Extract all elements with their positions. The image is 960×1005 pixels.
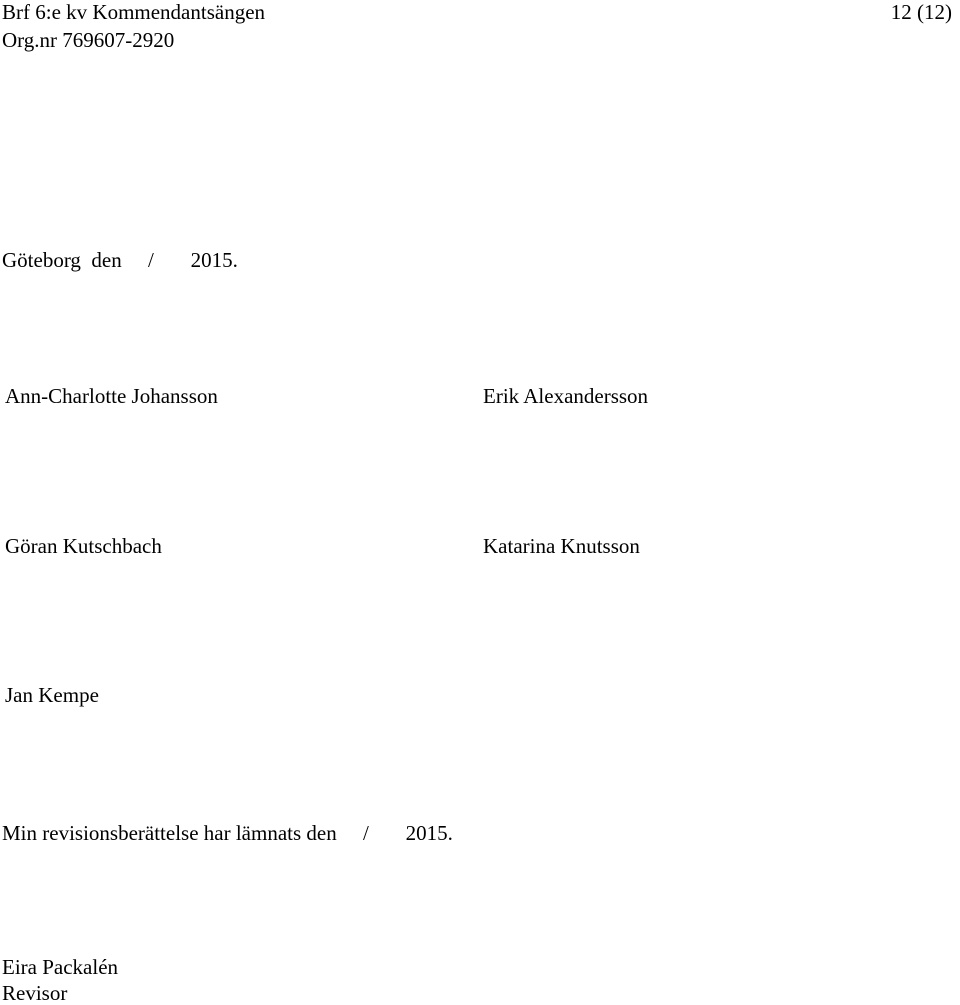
header-company-name: Brf 6:e kv Kommendantsängen <box>2 0 266 24</box>
signatory-name: Ann-Charlotte Johansson <box>5 384 218 408</box>
place-and-date: Göteborg den / 2015. <box>2 248 238 272</box>
audit-statement: Min revisionsberättelse har lämnats den / 2015. <box>2 821 453 845</box>
signatory-name: Erik Alexandersson <box>483 384 649 408</box>
org-number: Org.nr 769607-2920 <box>2 28 175 52</box>
auditor-title: Revisor <box>2 981 68 1005</box>
signatory-name: Jan Kempe <box>5 683 99 707</box>
signatory-name: Katarina Knutsson <box>483 534 640 558</box>
auditor-name: Eira Packalén <box>2 955 119 979</box>
page-number: 12 (12) <box>890 0 952 24</box>
signatory-name: Göran Kutschbach <box>5 534 162 558</box>
